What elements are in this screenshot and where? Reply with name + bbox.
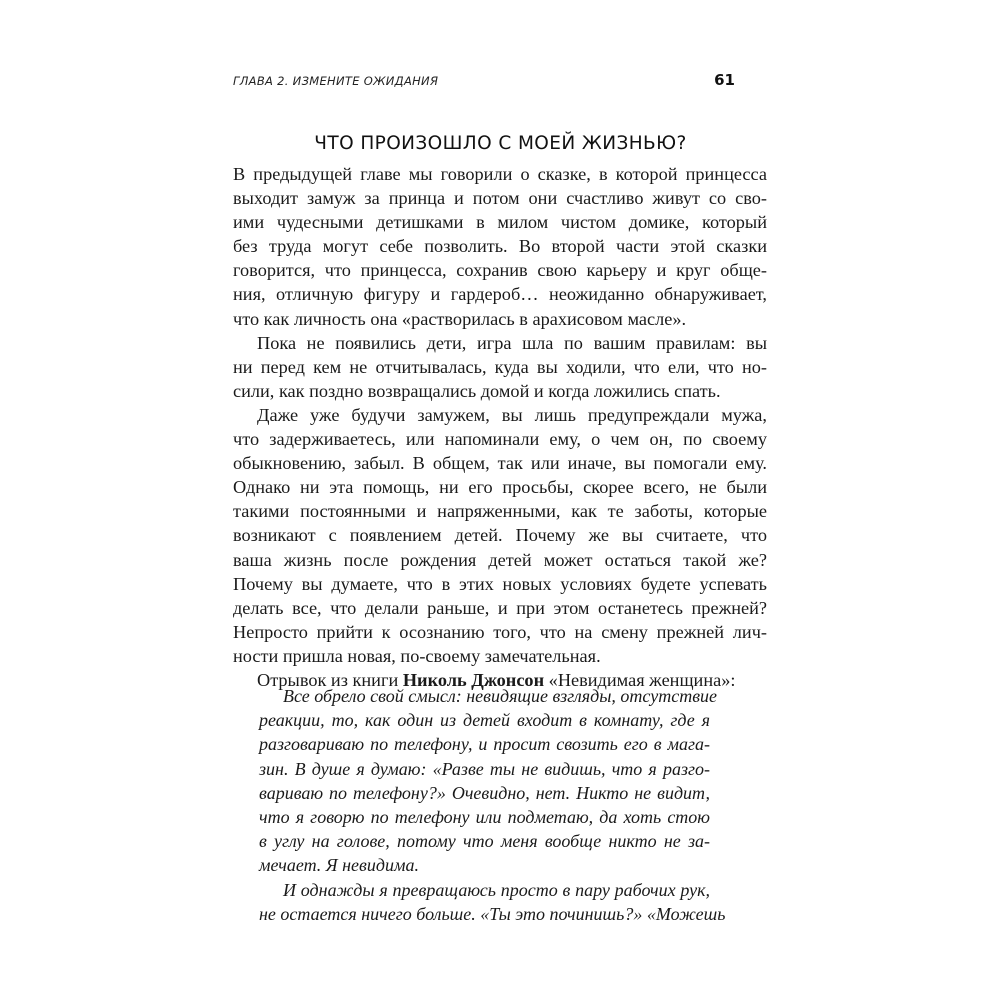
paragraph-3: [233, 403, 767, 668]
text-line: ния, отличную фигуру и гардероб… неожиданно обнаруживает,: [233, 284, 767, 305]
book-author: Николь Джонсон: [402, 669, 545, 690]
text-line: Даже уже будучи замужем, вы лишь предупреждали мужа,: [257, 404, 767, 425]
text-line: такими постоянными и напряженными, как те заботы, которые: [233, 501, 767, 522]
text-line: ни перед кем не отчитывалась, куда вы ходили, что ели, что но-: [233, 356, 767, 377]
text-line: Непросто прийти к осознанию того, что на смену прежней лич-: [233, 621, 767, 642]
text-line: ности пришла новая, по-своему замечательная.: [233, 645, 601, 666]
text-line: ими чудесными детишками в милом чистом домике, который: [233, 212, 767, 233]
section-title: ЧТО ПРОИЗОШЛО С МОЕЙ ЖИЗНЬЮ?: [314, 133, 687, 154]
paragraph-1: [233, 162, 767, 331]
text-line: возникают с появлением детей. Почему же вы считаете, что: [233, 525, 767, 546]
text-line: без труда могут себе позволить. Во второй части этой сказки: [233, 236, 767, 257]
text-line: выходит замуж за принца и потом они счастливо живут со сво-: [233, 188, 767, 209]
text-line: В предыдущей главе мы говорили о сказке, в которой принцесса: [233, 164, 767, 184]
body-text: [233, 162, 767, 692]
text-line: сили, как поздно возвращались домой и когда ложились спать.: [233, 380, 721, 401]
block-quote: [259, 684, 726, 926]
quote-line: реакции, то, как один из детей входит в комнату, где я: [259, 710, 710, 731]
quote-line: И однажды я превращаюсь просто в пару рабочих рук,: [283, 879, 710, 900]
quote-line: мечает. Я невидима.: [259, 855, 419, 876]
quote-line: Все обрело свой смысл: невидящие взгляды, отсутствие: [283, 686, 718, 706]
page-number: 61: [714, 71, 735, 89]
quote-line: не остается ничего больше. «Ты это починишь?» «Можешь: [259, 903, 726, 924]
quote-line: разговариваю по телефону, и просит свозить его в мага-: [259, 734, 710, 755]
text-line: Однако ни эта помощь, ни его просьбы, скорее всего, не были: [233, 477, 767, 498]
running-head: ГЛАВА 2. ИЗМЕНИТЕ ОЖИДАНИЯ: [233, 74, 439, 88]
paragraph-2: [233, 331, 767, 403]
book-title: «Невидимая женщина»:: [544, 669, 736, 690]
excerpt-prefix: Отрывок из книги: [257, 669, 403, 690]
text-line: Пока не появились дети, игра шла по вашим правилам: вы: [257, 332, 767, 353]
text-line: обыкновению, забыл. В общем, так или иначе, вы помогали ему.: [233, 453, 767, 474]
text-line: Почему вы думаете, что в этих новых условиях будете успевать: [233, 573, 767, 594]
text-line: что как личность она «растворилась в арахисовом масле».: [233, 308, 687, 329]
text-line: что задерживаетесь, или напоминали ему, о чем он, по своему: [233, 429, 767, 450]
text-line: ваша жизнь после рождения детей может остаться такой же?: [233, 549, 767, 570]
quote-line: зин. В душе я думаю: «Разве ты не видишь, что я разго-: [259, 758, 710, 779]
text-line: делать все, что делали раньше, и при этом останетесь прежней?: [233, 597, 767, 618]
quote-line: в углу на голове, потому что меня вообще никто не за-: [259, 831, 710, 852]
quote-line: что я говорю по телефону или подметаю, да хоть стою: [259, 807, 710, 828]
text-line: говорится, что принцесса, сохранив свою карьеру и круг обще-: [233, 260, 767, 281]
quote-line: вариваю по телефону?» Очевидно, нет. Никто не видит,: [259, 782, 710, 803]
